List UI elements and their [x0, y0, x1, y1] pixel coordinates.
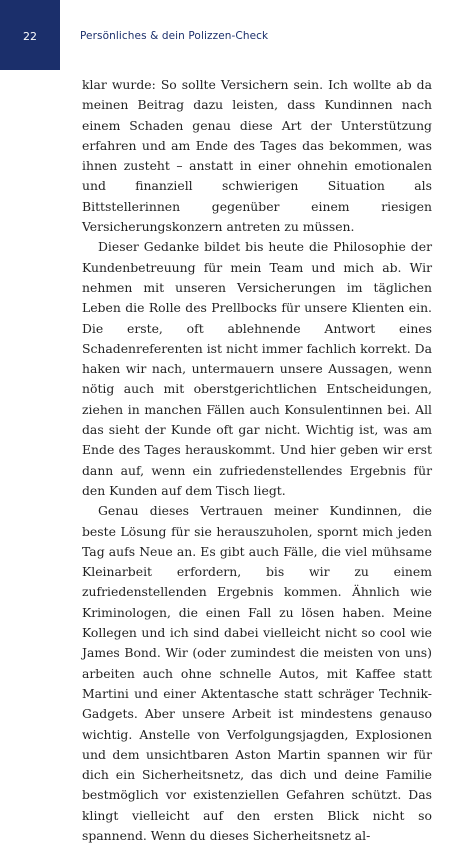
body-text — [82, 75, 432, 846]
page-number: 22 — [23, 30, 37, 43]
paragraph-2: Dieser Gedanke bildet bis heute die Philosophie der Kundenbetreuung für mein Team und mich ab. Wir nehmen mit unseren Versicherungen im täglichen Leben die Rolle des Prellbocks für unsere Klienten ein. Die erste, oft ablehnende Antwort eines Schadenreferenten ist nicht immer fachlich korrekt. Da haken wir nach, untermauern unsere Aussagen, wenn nötig auch mit oberstgerichtlichen Entscheidungen, ziehen in manchen Fällen auch Konsulentinnen bei. All das sieht der Kunde oft gar nicht. Wichtig ist, was am Ende des Tages herauskommt. Und hier geben wir erst dann auf, wenn ein zufriedenstellendes Ergebnis für den Kunden auf dem Tisch liegt. — [82, 239, 432, 498]
page-number-tab — [0, 0, 60, 70]
paragraph-1: klar wurde: So sollte Versichern sein. Ich wollte ab da meinen Beitrag dazu leisten, dass Kundinnen nach einem Schaden genau diese Art der Unterstützung erfahren und am Ende des Tages das bekommen, was ihnen zusteht – anstatt in einer ohnehin emotionalen und finanziell schwierigen Situation als Bittstellerinnen gegenüber einem riesigen Versicherungskonzern antreten zu müssen. — [82, 77, 432, 235]
running-head: Persönliches & dein Polizzen-Check — [80, 30, 269, 42]
paragraph-3: Genau dieses Vertrauen meiner Kundinnen, die beste Lösung für sie herauszuholen, spornt mich jeden Tag aufs Neue an. Es gibt auch Fälle, die viel mühsame Kleinarbeit erfordern, bis wir zu einem zufriedenstellenden Ergebnis kommen. Ähnlich wie Kriminologen, die einen Fall zu lösen haben. Meine Kollegen und ich sind dabei vielleicht nicht so cool wie James Bond. Wir (oder zumindest die meisten von uns) arbeiten auch ohne schnelle Autos, mit Kaffee statt Martini und einer Aktentasche statt schräger Technik-Gadgets. Aber unsere Arbeit ist mindestens genauso wichtig. Anstelle von Verfolgungsjagden, Explosionen und dem unsichtbaren Aston Martin spannen wir für dich ein Sicherheitsnetz, das dich und deine Familie bestmöglich vor existenziellen Gefahren schützt. Das klingt vielleicht auf den ersten Blick nicht so spannend. Wenn du dieses Sicherheitsnetz al- — [82, 503, 432, 843]
